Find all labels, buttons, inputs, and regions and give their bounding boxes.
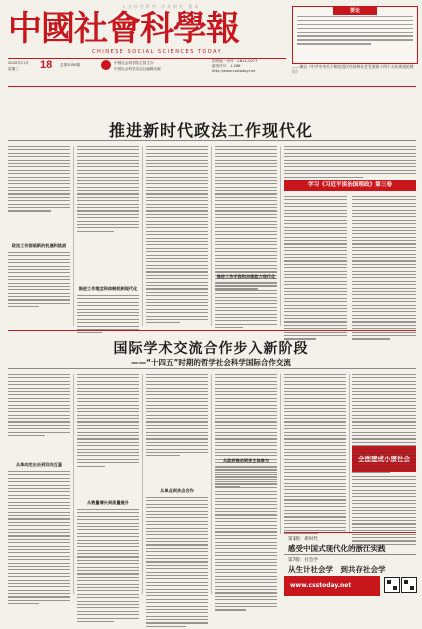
lead-column-4: [215, 146, 277, 292]
publication-code-1: 国内统一刊号：CN11-0277: [212, 59, 258, 63]
newspaper-title: 中國社會科學報: [8, 9, 239, 49]
right-column-top: [284, 146, 416, 180]
lead-column-2: [77, 146, 139, 234]
newspaper-title-english: CHINESE SOCIAL SCIENCES TODAY: [92, 49, 223, 55]
feature-column-3: [146, 374, 208, 459]
lead-headline-rule: [8, 140, 416, 141]
lead-column-1b: [8, 252, 70, 310]
feature-column-1: [8, 374, 70, 438]
promo-1-title[interactable]: 感受中国式现代化的浙江实践: [288, 544, 386, 553]
lead-subhead-1: 政法工作面临新的机遇和挑战: [11, 243, 67, 248]
promo-divider: [284, 532, 416, 533]
column-divider: [211, 374, 212, 594]
lead-column-4b: [215, 283, 277, 330]
masthead-slogan: 人文社会科学 学术研究 资讯: [121, 4, 201, 9]
column-divider: [73, 374, 74, 594]
publication-code-2: 邮发代号：1-288: [212, 64, 241, 68]
study-series-banner: 学习《习近平谈治国理政》第三卷: [284, 180, 416, 191]
feature-column-6b: [352, 476, 416, 551]
right-column-b: [352, 196, 416, 342]
lead-subhead-3: 推进工作手段和治理能力现代化: [216, 274, 276, 279]
column-divider: [280, 146, 281, 326]
digest-box: [292, 6, 418, 64]
lead-subhead-2: 推进工作理念和体制机制现代化: [78, 286, 138, 291]
publication-website: http://www.csstoday.net: [212, 69, 256, 73]
website-banner-url: www.csstoday.net: [290, 582, 352, 589]
feature-subhead-1: 从单向走出去到双向互鉴: [15, 462, 63, 467]
promo-1-label: 第3版：新时代: [288, 537, 318, 542]
feature-subhead-4: 从政府推动到多主体参与: [222, 458, 270, 463]
column-divider: [142, 374, 143, 594]
feature-column-5: [284, 374, 346, 537]
qr-code-icon: [401, 577, 417, 593]
right-column-a: [284, 196, 347, 342]
column-divider: [280, 374, 281, 534]
column-divider: [211, 146, 212, 326]
lead-column-3: [146, 146, 208, 326]
header-divider: [8, 86, 416, 87]
promo-2-title[interactable]: 从生计社会学 到共存社会学: [288, 565, 386, 574]
issue-total: 总第2050期: [60, 63, 80, 67]
feature-column-1b: [8, 471, 70, 607]
digest-box-title: 要论: [333, 6, 377, 15]
qr-code-icon: [384, 577, 400, 593]
feature-column-2: [77, 374, 139, 469]
feature-headline-rule: [8, 368, 416, 369]
sponsor-line-1: 中国社会科学院主管主办: [114, 61, 154, 65]
feature-headline: 国际学术交流合作步入新阶段: [113, 341, 309, 357]
lead-column-1: [8, 146, 70, 214]
lead-headline: 推进新时代政法工作现代化: [108, 121, 313, 140]
feature-subtitle: ——“十四五”时期的哲学社会科学国际合作交流: [131, 358, 291, 367]
promo-2-label: 第7版：社会学: [288, 558, 318, 563]
column-divider: [142, 146, 143, 326]
column-divider: [349, 374, 350, 534]
digest-text: [293, 16, 417, 45]
issue-weekday: 星期三: [8, 67, 19, 71]
publisher-logo-icon: [101, 60, 111, 70]
promo-divider: [284, 554, 416, 555]
sponsor-line-2: 中国社会科学杂志社编辑出版: [114, 67, 161, 71]
website-banner[interactable]: [284, 576, 380, 596]
feature-column-2b: [77, 509, 139, 624]
issue-number: 18: [40, 59, 53, 71]
section-divider: [8, 330, 416, 331]
feature-column-6: [352, 374, 416, 476]
feature-subhead-2: 从数量增长到质量提升: [87, 500, 129, 505]
feature-subhead-3: 从单点到多点合作: [160, 488, 194, 493]
feature-column-3b: [146, 497, 208, 629]
issue-date: 2020年11月: [8, 61, 29, 65]
feature-column-4b: [215, 467, 277, 613]
digest-source-note: ——摘自《中共中央关于制定国民经济和社会发展第十四个五年规划的建议》: [292, 64, 414, 74]
column-divider: [73, 146, 74, 326]
